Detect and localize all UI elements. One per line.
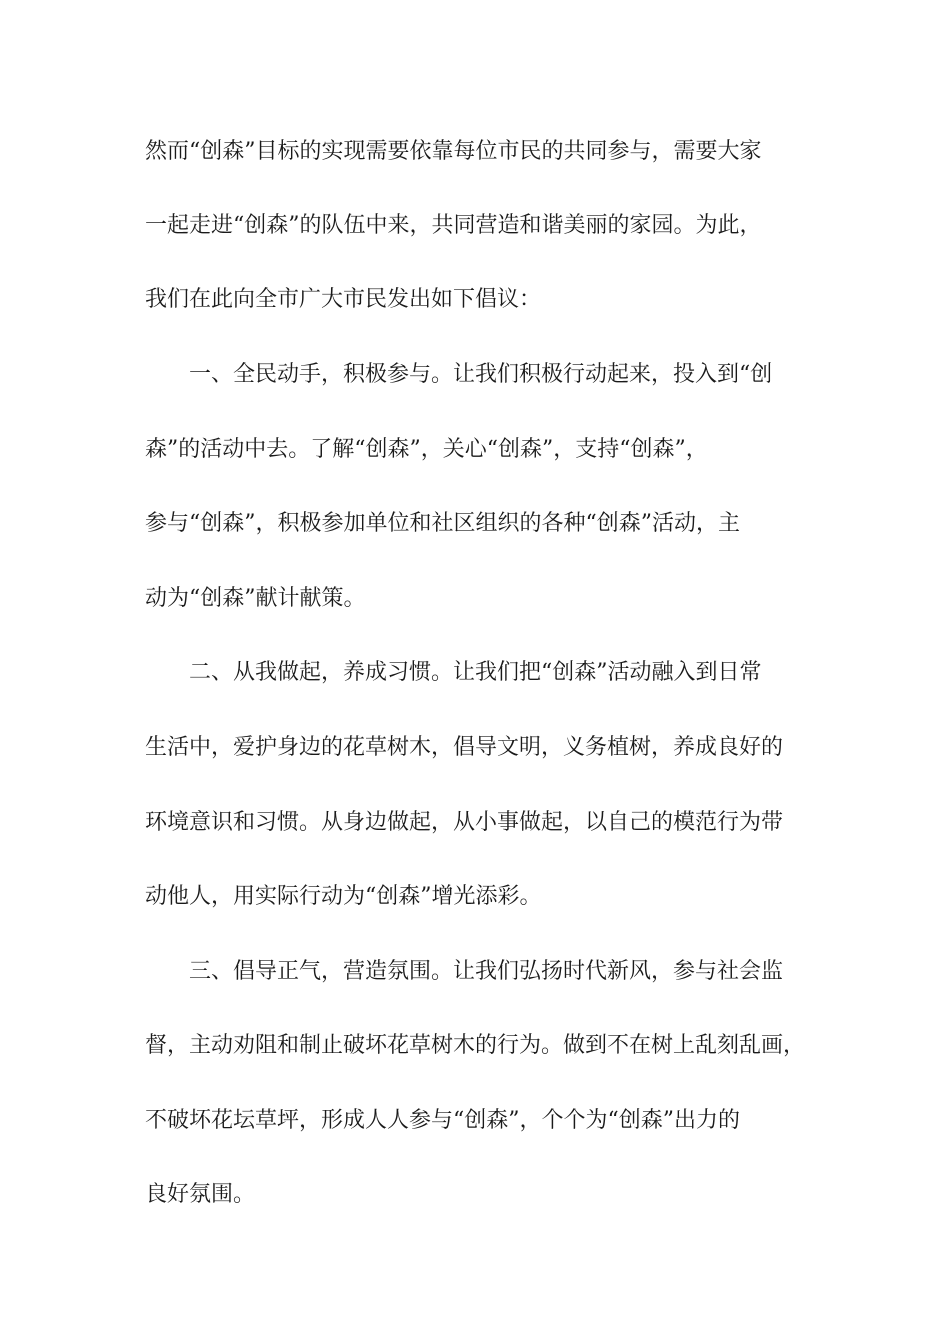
paragraph-line: 我们在此向全市广大市民发出如下倡议： — [145, 287, 542, 312]
paragraph-line: 动为“创森”献计献策。 — [145, 586, 366, 611]
paragraph-line: 动他人，用实际行动为“创森”增光添彩。 — [145, 884, 542, 909]
paragraph-line: 生活中，爱护身边的花草树木，倡导文明，义务植树，养成良好的 — [145, 735, 784, 760]
paragraph-line: 一、全民动手，积极参与。让我们积极行动起来，投入到“创 — [189, 362, 773, 387]
paragraph-line: 不破坏花坛草坪，形成人人参与“创森”，个个为“创森”出力的 — [145, 1108, 740, 1133]
paragraph-line: 参与“创森”，积极参加单位和社区组织的各种“创森”活动，主 — [145, 511, 740, 536]
paragraph-line: 然而“创森”目标的实现需要依靠每位市民的共同参与，需要大家 — [145, 139, 762, 164]
paragraph-line: 森”的活动中去。了解“创森”，关心“创森”，支持“创森”， — [145, 437, 708, 462]
paragraph-line: 良好氛围。 — [145, 1182, 256, 1207]
paragraph-line: 二、从我做起，养成习惯。让我们把“创森”活动融入到日常 — [189, 660, 762, 685]
paragraph-line: 一起走进“创森”的队伍中来，共同营造和谐美丽的家园。为此， — [145, 213, 762, 238]
paragraph-line: 督，主动劝阻和制止破坏花草树木的行为。做到不在树上乱刻乱画， — [145, 1033, 806, 1058]
paragraph-line: 三、倡导正气，营造氛围。让我们弘扬时代新风，参与社会监 — [189, 959, 784, 984]
paragraph-line: 环境意识和习惯。从身边做起，从小事做起，以自己的模范行为带 — [145, 810, 784, 835]
